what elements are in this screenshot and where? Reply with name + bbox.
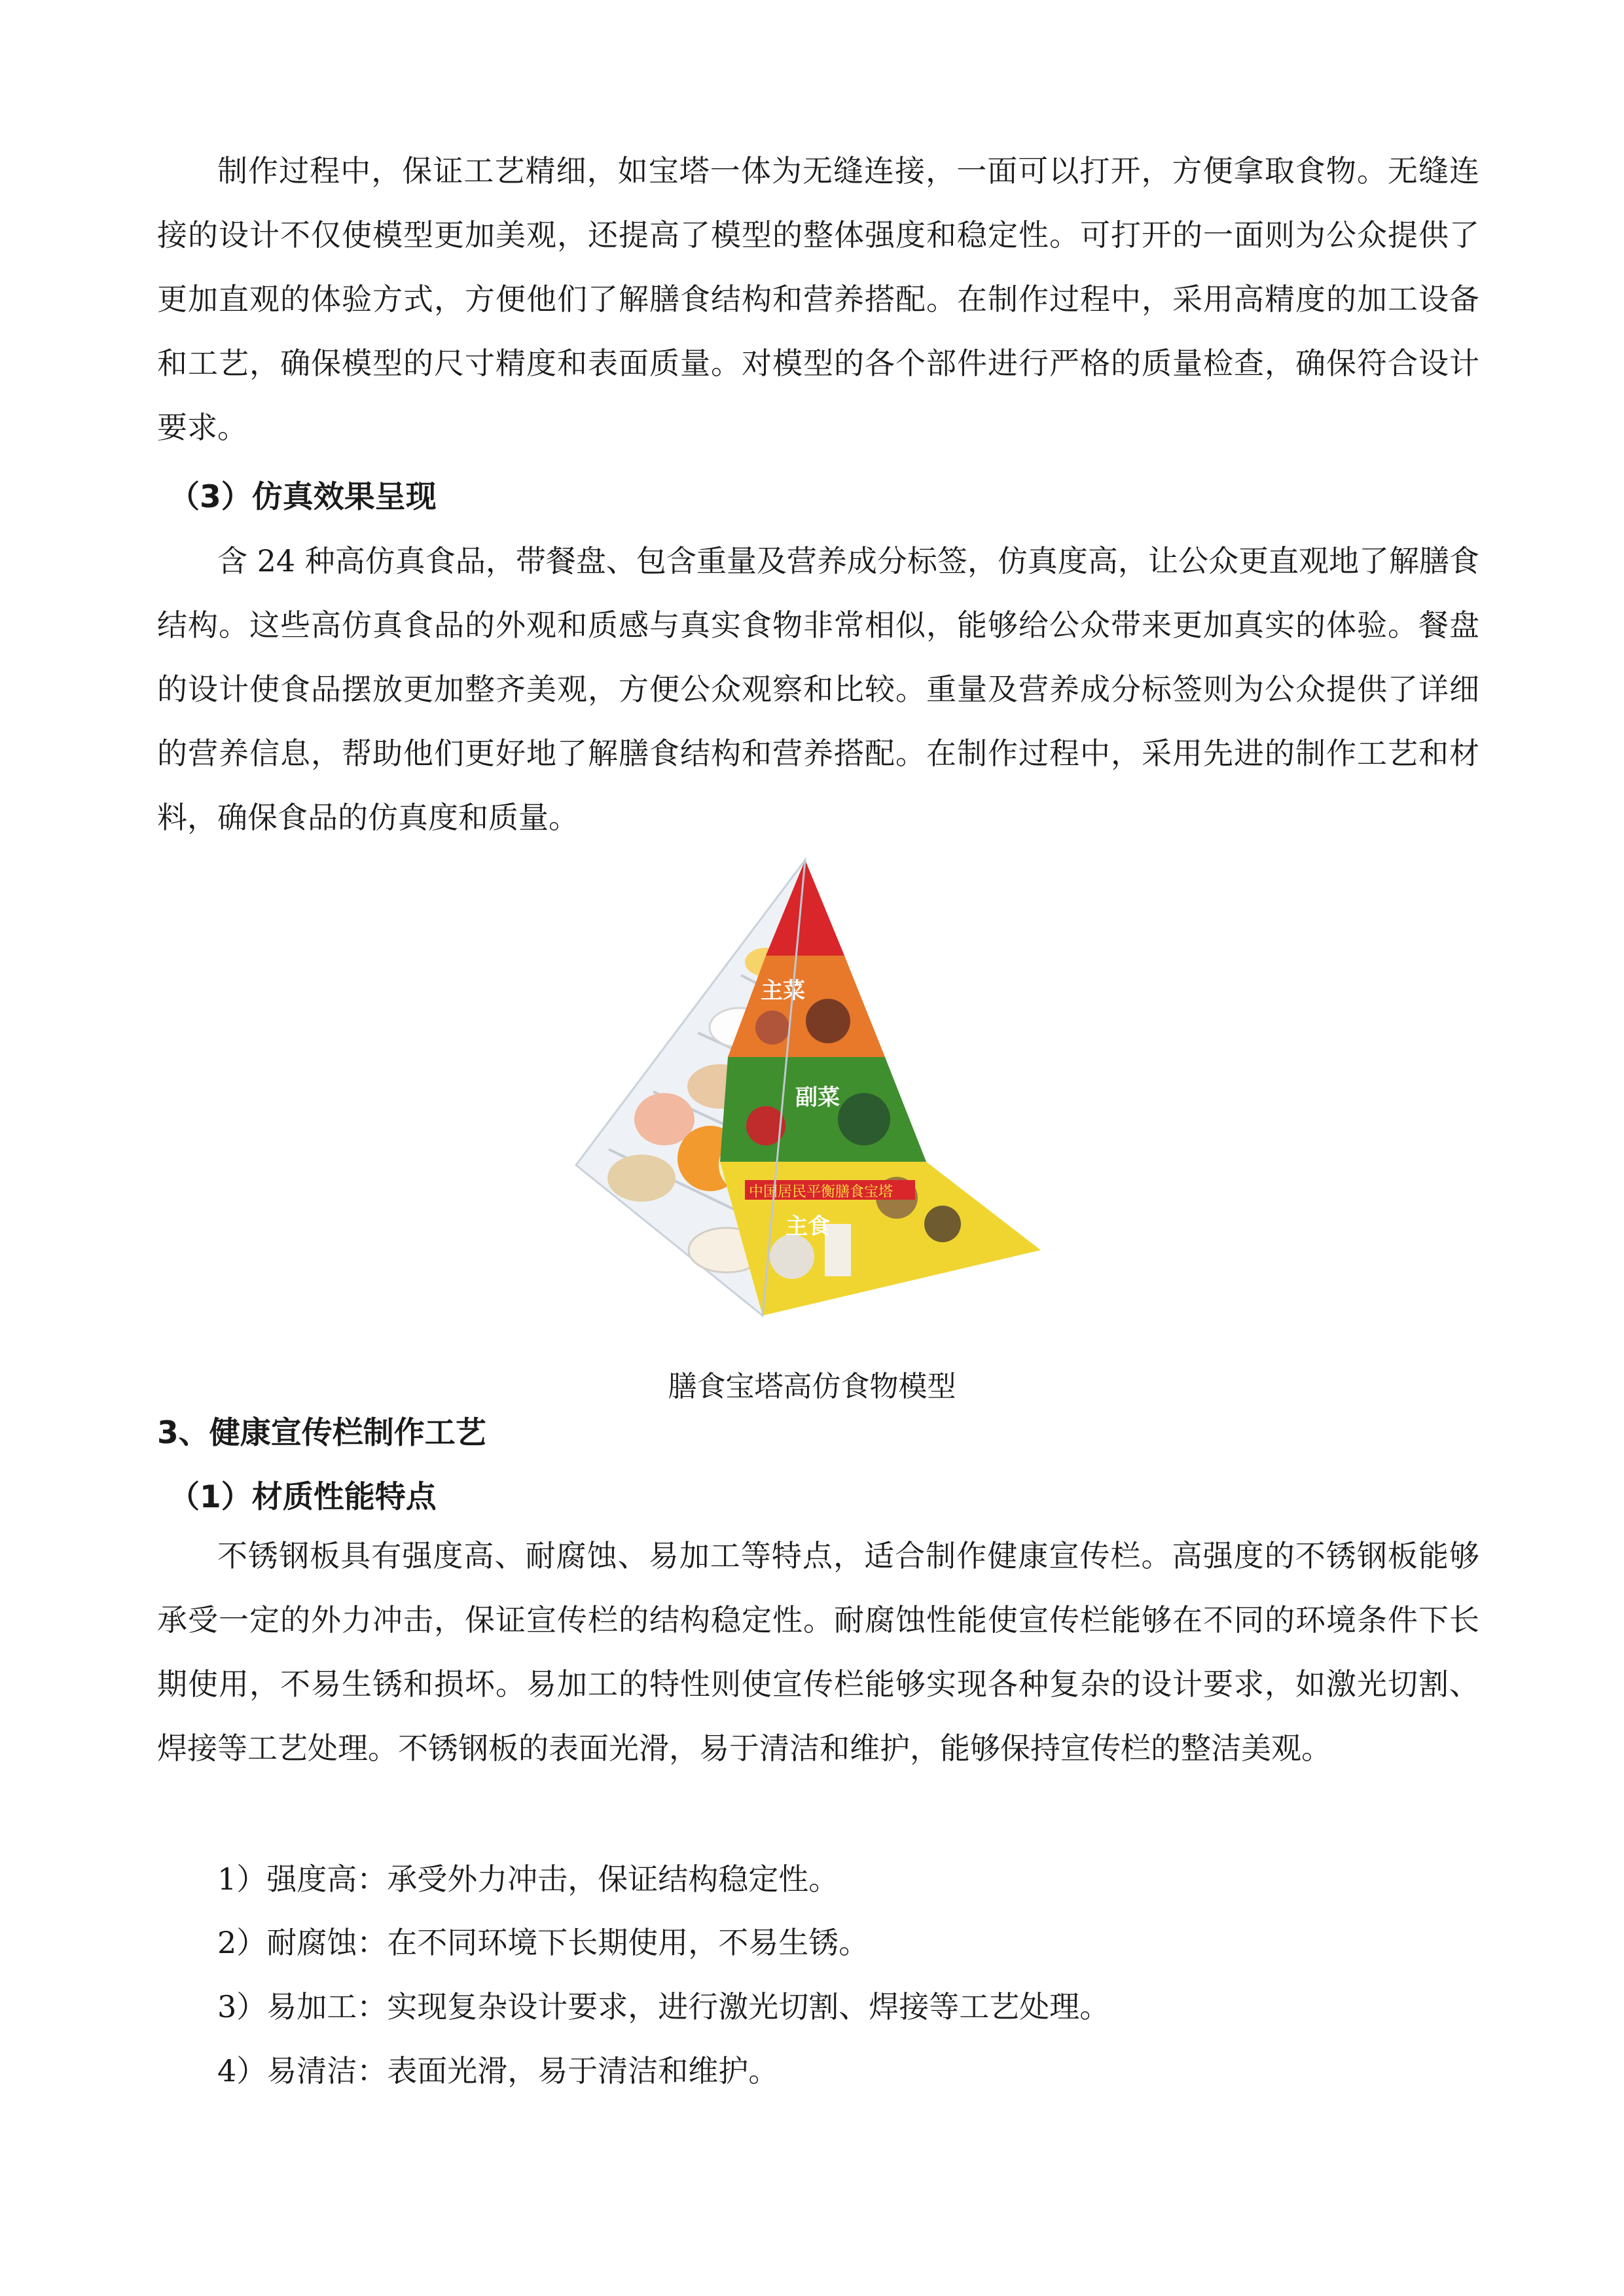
paragraph-stainless-steel: 不锈钢板具有强度高、耐腐蚀、易加工等特点，适合制作健康宣传栏。高强度的不锈钢板能够承受一定的外力冲击，保证宣传栏的结构稳定性。耐腐蚀性能使宣传栏能够在不同的环境条件下长期使用，不易生锈和损坏。易加工的特性则使宣传栏能够实现各种复杂的设计要求，如激光切割、焊接等工艺处理。不锈钢板的表面光滑，易于清洁和维护，能够保持宣传栏的整洁美观。 — [157, 1538, 1479, 1766]
tier-label-staple: 主食 — [785, 1213, 830, 1240]
list-item-machining: 3）易加工：实现复杂设计要求，进行激光切割、焊接等工艺处理。 — [217, 1989, 1110, 2024]
paragraph-craft-process: 制作过程中，保证工艺精细，如宝塔一体为无缝连接，一面可以打开，方便拿取食物。无缝连接的设计不仅使模型更加美观，还提高了模型的整体强度和稳定性。可打开的一面则为公众提供了更加直观的体验方式，方便他们了解膳食结构和营养搭配。在制作过程中，采用高精度的加工设备和工艺，确保模型的尺寸精度和表面质量。对模型的各个部件进行严格的质量检查，确保符合设计要求。 — [157, 153, 1479, 445]
list-item-corrosion: 2）耐腐蚀：在不同环境下长期使用，不易生锈。 — [217, 1925, 869, 1960]
heading-simulation-effect: （3）仿真效果呈现 — [169, 479, 437, 515]
food-pyramid-image — [569, 857, 1054, 1335]
paragraph-simulated-food: 含 24 种高仿真食品，带餐盘、包含重量及营养成分标签，仿真度高，让公众更直观地了解膳食结构。这些高仿真食品的外观和质感与真实食物非常相似，能够给公众带来更加真实的体验。餐盘的设计使食品摆放更加整齐美观，方便公众观察和比较。重量及营养成分标签则为公众提供了详细的营养信息，帮助他们更好地了解膳食结构和营养搭配。在制作过程中，采用先进的制作工艺和材料，确保食品的仿真度和质量。 — [157, 543, 1479, 835]
heading-material-properties: （1）材质性能特点 — [169, 1479, 437, 1515]
pyramid-banner: 中国居民平衡膳食宝塔 — [749, 1184, 893, 1200]
tier-label-side-dish: 副菜 — [795, 1085, 840, 1111]
list-item-strength: 1）强度高：承受外力冲击，保证结构稳定性。 — [217, 1861, 839, 1897]
list-item-cleaning: 4）易清洁：表面光滑，易于清洁和维护。 — [217, 2053, 779, 2089]
food-pyramid-figure — [569, 857, 1054, 1335]
figure-caption: 膳食宝塔高仿食物模型 — [668, 1370, 956, 1403]
tier-label-main-dish: 主菜 — [761, 978, 805, 1004]
heading-health-board-craft: 3、健康宣传栏制作工艺 — [157, 1415, 486, 1451]
